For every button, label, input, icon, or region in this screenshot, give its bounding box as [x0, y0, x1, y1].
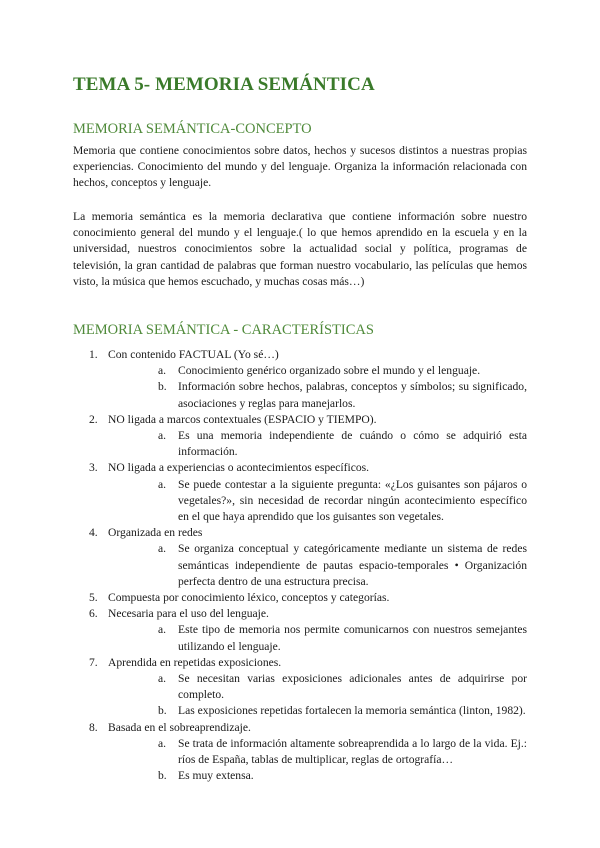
- sub-item-text: Se organiza conceptual y categóricamente mediante un sistema de redes semánticas independiente de pautas espacio-temporales • Organización perfecta dentro de una estructura precisa.: [178, 542, 527, 588]
- sub-list: [108, 428, 527, 460]
- list-item: [73, 606, 527, 655]
- sub-list-item: [108, 671, 527, 703]
- sub-item-letter: a.: [158, 623, 167, 637]
- sub-list-item: [108, 703, 527, 719]
- sub-item-text: Conocimiento genérico organizado sobre el mundo y el lenguaje.: [178, 364, 481, 378]
- sub-list: [108, 622, 527, 654]
- sub-list-item: [108, 379, 527, 411]
- sub-list-item: [108, 477, 527, 526]
- sub-list: [108, 363, 527, 412]
- sub-item-text: Las exposiciones repetidas fortalecen la memoria semántica (linton, 1982).: [178, 704, 526, 718]
- list-item-text: NO ligada a marcos contextuales (ESPACIO y TIEMPO).: [108, 412, 377, 426]
- list-item-text: Con contenido FACTUAL (Yo sé…): [108, 348, 279, 361]
- sub-item-text: Se necesitan varias exposiciones adicionales antes de adquirirse por completo.: [178, 672, 527, 702]
- sub-list-item: [108, 768, 527, 784]
- characteristics-list: [73, 347, 527, 784]
- sub-item-text: Es una memoria independiente de cuándo o cómo se adquirió esta información.: [178, 429, 527, 459]
- list-item-number: 7.: [89, 655, 98, 669]
- list-item: [73, 590, 527, 606]
- sub-item-letter: a.: [158, 736, 167, 750]
- sub-item-text: Se trata de información altamente sobreaprendida a lo largo de la vida. Ej.: ríos de España, tablas de multiplicar, reglas de ortografía…: [178, 736, 527, 767]
- section-heading-concepto: MEMORIA SEMÁNTICA-CONCEPTO: [73, 121, 312, 137]
- list-item: [73, 655, 527, 720]
- list-item-text: Organizada en redes: [108, 526, 203, 540]
- sub-list: [108, 477, 527, 526]
- list-item-text: Compuesta por conocimiento léxico, conceptos y categorías.: [108, 591, 390, 605]
- list-item-text: NO ligada a experiencias o acontecimientos específicos.: [108, 461, 370, 475]
- sub-item-text: Este tipo de memoria nos permite comunicarnos con nuestros semejantes utilizando el lenguaje.: [178, 623, 527, 653]
- list-item: [73, 460, 527, 525]
- sub-item-letter: a.: [158, 477, 167, 491]
- concepto-paragraph-2: La memoria semántica es la memoria declarativa que contiene información sobre nuestro conocimiento general del mundo y el lenguaje.( lo que hemos aprendido en la escuela y en la universidad, nuestros conocimientos sobre la actualidad social y política, programas de televisión, la gran cantidad de palabras que forman nuestro vocabulario, las películas que hemos visto, la música que hemos escuchado, y muchas cosas más…): [73, 210, 527, 288]
- list-item: [73, 347, 527, 412]
- list-item: [73, 720, 527, 785]
- sub-item-text: Se puede contestar a la siguiente pregunta: «¿Los guisantes son pájaros o vegetales?», sin necesidad de recordar ningún acontecimiento específico en el que haya aprendido que los guisantes son vegetales.: [178, 477, 527, 524]
- sub-list: [108, 541, 527, 590]
- list-item: [73, 525, 527, 590]
- sub-list-item: [108, 736, 527, 768]
- list-item-number: 6.: [89, 607, 98, 621]
- list-item-text: Aprendida en repetidas exposiciones.: [108, 655, 282, 669]
- list-item-number: 4.: [89, 526, 98, 540]
- sub-list: [108, 671, 527, 720]
- list-item: [73, 412, 527, 461]
- list-item-text: Necesaria para el uso del lenguaje.: [108, 607, 269, 621]
- list-item-text: Basada en el sobreaprendizaje.: [108, 720, 251, 734]
- sub-list-item: [108, 622, 527, 654]
- sub-list: [108, 736, 527, 785]
- sub-item-text: Información sobre hechos, palabras, conceptos y símbolos; su significado, asociaciones y reglas para manejarlos.: [178, 380, 527, 410]
- list-item-number: 8.: [89, 720, 98, 734]
- section-heading-caracteristicas: MEMORIA SEMÁNTICA - CARACTERÍSTICAS: [73, 322, 374, 338]
- list-item-number: 5.: [89, 591, 98, 605]
- sub-list-item: [108, 363, 527, 379]
- list-item-number: 2.: [89, 412, 98, 426]
- list-item-number: 3.: [89, 461, 98, 475]
- list-item-number: 1.: [89, 348, 98, 361]
- sub-list-item: [108, 428, 527, 460]
- sub-list-item: [108, 541, 527, 590]
- sub-item-letter: a.: [158, 429, 167, 443]
- concepto-paragraph-1: Memoria que contiene conocimientos sobre datos, hechos y sucesos distintos a nuestras propias experiencias. Conocimiento del mundo y del lenguaje. Organiza la información relacionada con hechos, conceptos y lenguaje.: [73, 144, 527, 190]
- page-title: TEMA 5- MEMORIA SEMÁNTICA: [73, 74, 375, 95]
- sub-item-letter: b.: [158, 380, 167, 394]
- sub-item-letter: a.: [158, 364, 167, 378]
- sub-item-letter: b.: [158, 769, 167, 783]
- sub-item-letter: b.: [158, 704, 167, 718]
- sub-item-letter: a.: [158, 672, 167, 686]
- sub-item-text: Es muy extensa.: [178, 769, 254, 783]
- sub-item-letter: a.: [158, 542, 167, 556]
